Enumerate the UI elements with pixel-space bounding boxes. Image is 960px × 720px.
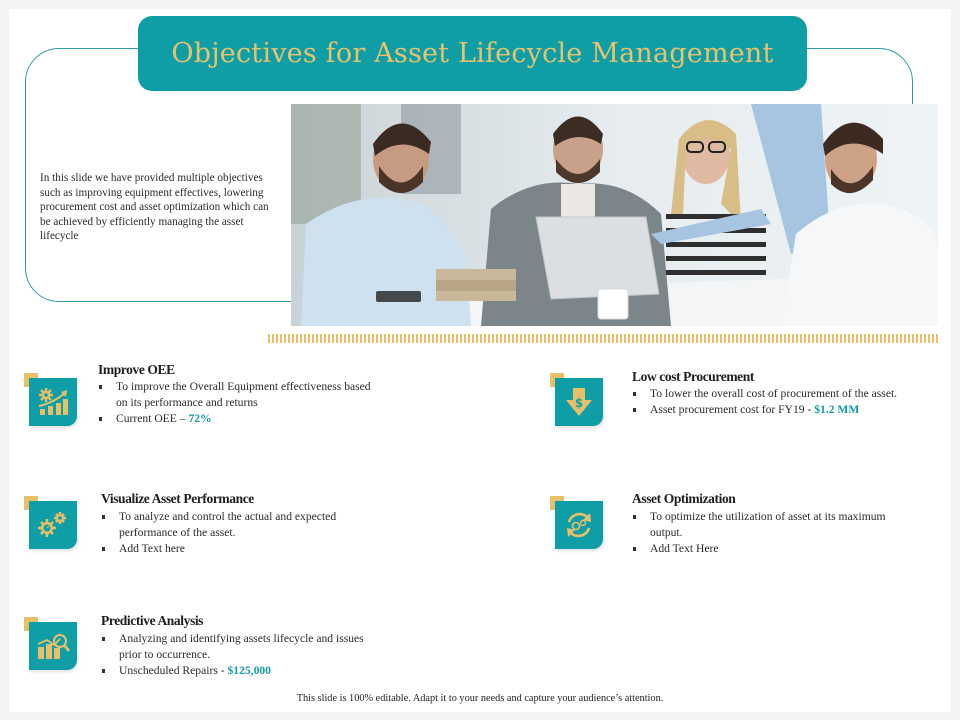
intro-paragraph: In this slide we have provided multiple objectives such as improving equipment effectives, lowering procurement cost and asset optimization which can be achieved by efficiently managing the asset lifecycle bbox=[40, 172, 269, 243]
objective-title: Asset Optimization bbox=[632, 491, 736, 506]
objective-bullets bbox=[98, 379, 380, 427]
chart-magnifier-icon bbox=[29, 622, 77, 670]
decorative-stripe bbox=[268, 334, 939, 343]
objective-title: Improve OEE bbox=[98, 362, 175, 377]
gears-cycle-icon bbox=[555, 501, 603, 549]
bullet-item: To lower the overall cost of procurement of the asset. bbox=[632, 386, 932, 402]
bullet-item: Add Text Here bbox=[632, 541, 912, 557]
objective-title: Low cost Procurement bbox=[632, 369, 754, 384]
footer-note: This slide is 100% editable. Adapt it to your needs and capture your audience’s attention. bbox=[296, 693, 664, 704]
dollar-down-arrow-icon bbox=[555, 378, 603, 426]
bullet-item: Asset procurement cost for FY19 - $1.2 MM bbox=[632, 402, 932, 418]
gears-gauge-icon bbox=[29, 501, 77, 549]
gear-growth-chart-icon bbox=[29, 378, 77, 426]
page-title: Objectives for Asset Lifecycle Management bbox=[171, 38, 774, 69]
title-banner bbox=[138, 16, 807, 91]
repairs-value: $125,000 bbox=[227, 663, 271, 677]
bullet-item: To optimize the utilization of asset at its maximum output. bbox=[632, 509, 912, 541]
bullet-item: Unscheduled Repairs - $125,000 bbox=[101, 663, 373, 679]
team-photo bbox=[291, 104, 938, 326]
bullet-item: Current OEE – 72% bbox=[98, 411, 380, 427]
bullet-item: To improve the Overall Equipment effectiveness based on its performance and returns bbox=[98, 379, 380, 411]
objective-bullets bbox=[101, 509, 371, 557]
objective-title: Predictive Analysis bbox=[101, 613, 204, 628]
objective-bullets bbox=[632, 509, 912, 557]
bullet-item: To analyze and control the actual and expected performance of the asset. bbox=[101, 509, 371, 541]
bullet-item: Analyzing and identifying assets lifecycle and issues prior to occurrence. bbox=[101, 631, 373, 663]
procurement-cost-value: $1.2 MM bbox=[814, 402, 860, 416]
objective-title: Visualize Asset Performance bbox=[101, 491, 254, 506]
svg-text:$: $ bbox=[574, 396, 584, 410]
objective-bullets bbox=[632, 386, 932, 418]
objective-bullets bbox=[101, 631, 373, 679]
bullet-item: Add Text here bbox=[101, 541, 371, 557]
team-photo-illustration bbox=[291, 104, 938, 326]
oee-value: 72% bbox=[188, 411, 212, 425]
